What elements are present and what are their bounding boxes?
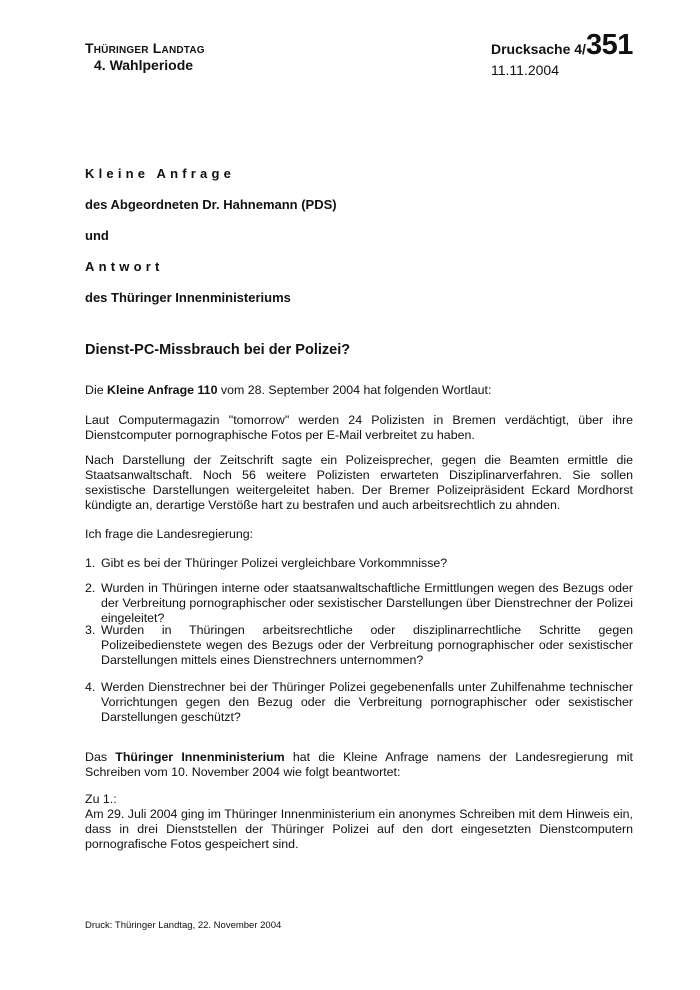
document-reference	[491, 30, 651, 64]
legislative-period: 4. Wahlperiode	[94, 57, 194, 73]
paragraph-2: Nach Darstellung der Zeitschrift sagte ein Polizeisprecher, gegen die Beamten ermittle die Staatsanwaltschaft. Noch 56 weitere Polizisten erwarteten Disziplinarverfahren. Sie sollen sexistische Darstellungen weitergeleitet haben. Der Bremer Polizeipräsident Eckard Mordhorst kündigte an, derartige Verstöße hart zu bestrafen und auch arbeitsrechtlich zu ahnden.	[85, 453, 633, 512]
answer-intro-prefix: Das	[85, 750, 116, 764]
paragraph-1: Laut Computermagazin "tomorrow" werden 24 Polizisten in Bremen verdächtigt, über ihre Dienstcomputer pornographische Fotos per E-Mail verbreitet zu haben.	[85, 413, 633, 442]
title-abgeordneter: des Abgeordneten Dr. Hahnemann (PDS)	[85, 197, 337, 212]
header-institution-block	[85, 40, 205, 74]
document-date: 11.11.2004	[491, 62, 559, 78]
question-item-4	[85, 680, 633, 725]
title-und: und	[85, 228, 109, 243]
title-kleine-anfrage: Kleine Anfrage	[85, 166, 236, 181]
intro-bold: Kleine Anfrage 110	[107, 383, 218, 397]
title-antwort: Antwort	[85, 259, 164, 274]
question-number: 1.	[85, 556, 96, 570]
answer-intro-suffix: hat die Kleine Anfrage namens der Landesregierung mit Schreiben vom 10. November 2004 wie folgt beantwortet:	[85, 750, 633, 779]
print-footer: Druck: Thüringer Landtag, 22. November 2004	[85, 920, 282, 931]
question-text: Wurden in Thüringen interne oder staatsanwaltschaftliche Ermittlungen wegen des Bezugs oder der Verbreitung pornographischer oder sexistischer Darstellungen über Dienstrechner der Polizei eingeleitet?	[101, 581, 633, 625]
document-label: Drucksache 4/	[491, 41, 586, 57]
question-number: 2.	[85, 581, 96, 595]
subject-heading: Dienst-PC-Missbrauch bei der Polizei?	[85, 342, 351, 358]
question-text: Wurden in Thüringen arbeitsrechtliche oder disziplinarrechtliche Schritte gegen Polizeibedienstete wegen des Bezugs oder der Verbreitung pornographischer oder sexistischer Darstellungen mittels eines Dienstrechners unternommen?	[101, 623, 633, 667]
intro-suffix: vom 28. September 2004 hat folgenden Wortlaut:	[217, 383, 492, 397]
question-number: 3.	[85, 623, 96, 637]
paragraph-3: Ich frage die Landesregierung:	[85, 527, 254, 541]
intro-prefix: Die	[85, 383, 108, 397]
document-number: 351	[585, 29, 633, 61]
question-item-2	[85, 581, 633, 626]
question-item-3	[85, 623, 633, 668]
answer-1-text: Am 29. Juli 2004 ging im Thüringer Innenministerium ein anonymes Schreiben mit dem Hinweis ein, dass in drei Dienststellen der Thüringer Polizei auf den dort eingesetzten Dienstcomputern pornografische Fotos gespeichert sind.	[85, 807, 633, 851]
question-text: Werden Dienstrechner bei der Thüringer Polizei gegebenenfalls unter Zuhilfenahme technischer Vorrichtungen gegen den Bezug oder die Verbreitung pornographischer oder sexistischer Darstellungen geschützt?	[101, 680, 633, 724]
question-text: Gibt es bei der Thüringer Polizei vergleichbare Vorkommnisse?	[101, 556, 448, 570]
answer-intro-paragraph	[85, 750, 633, 780]
header-document-block	[491, 30, 651, 78]
intro-paragraph	[85, 383, 633, 398]
question-number: 4.	[85, 680, 96, 694]
answer-1-label: Zu 1.:	[85, 792, 117, 806]
institution-name: Thüringer Landtag	[85, 40, 205, 56]
title-ministerium: des Thüringer Innenministeriums	[85, 290, 291, 305]
answer-intro-bold: Thüringer Innenministerium	[115, 750, 285, 764]
question-item-1	[85, 556, 633, 571]
